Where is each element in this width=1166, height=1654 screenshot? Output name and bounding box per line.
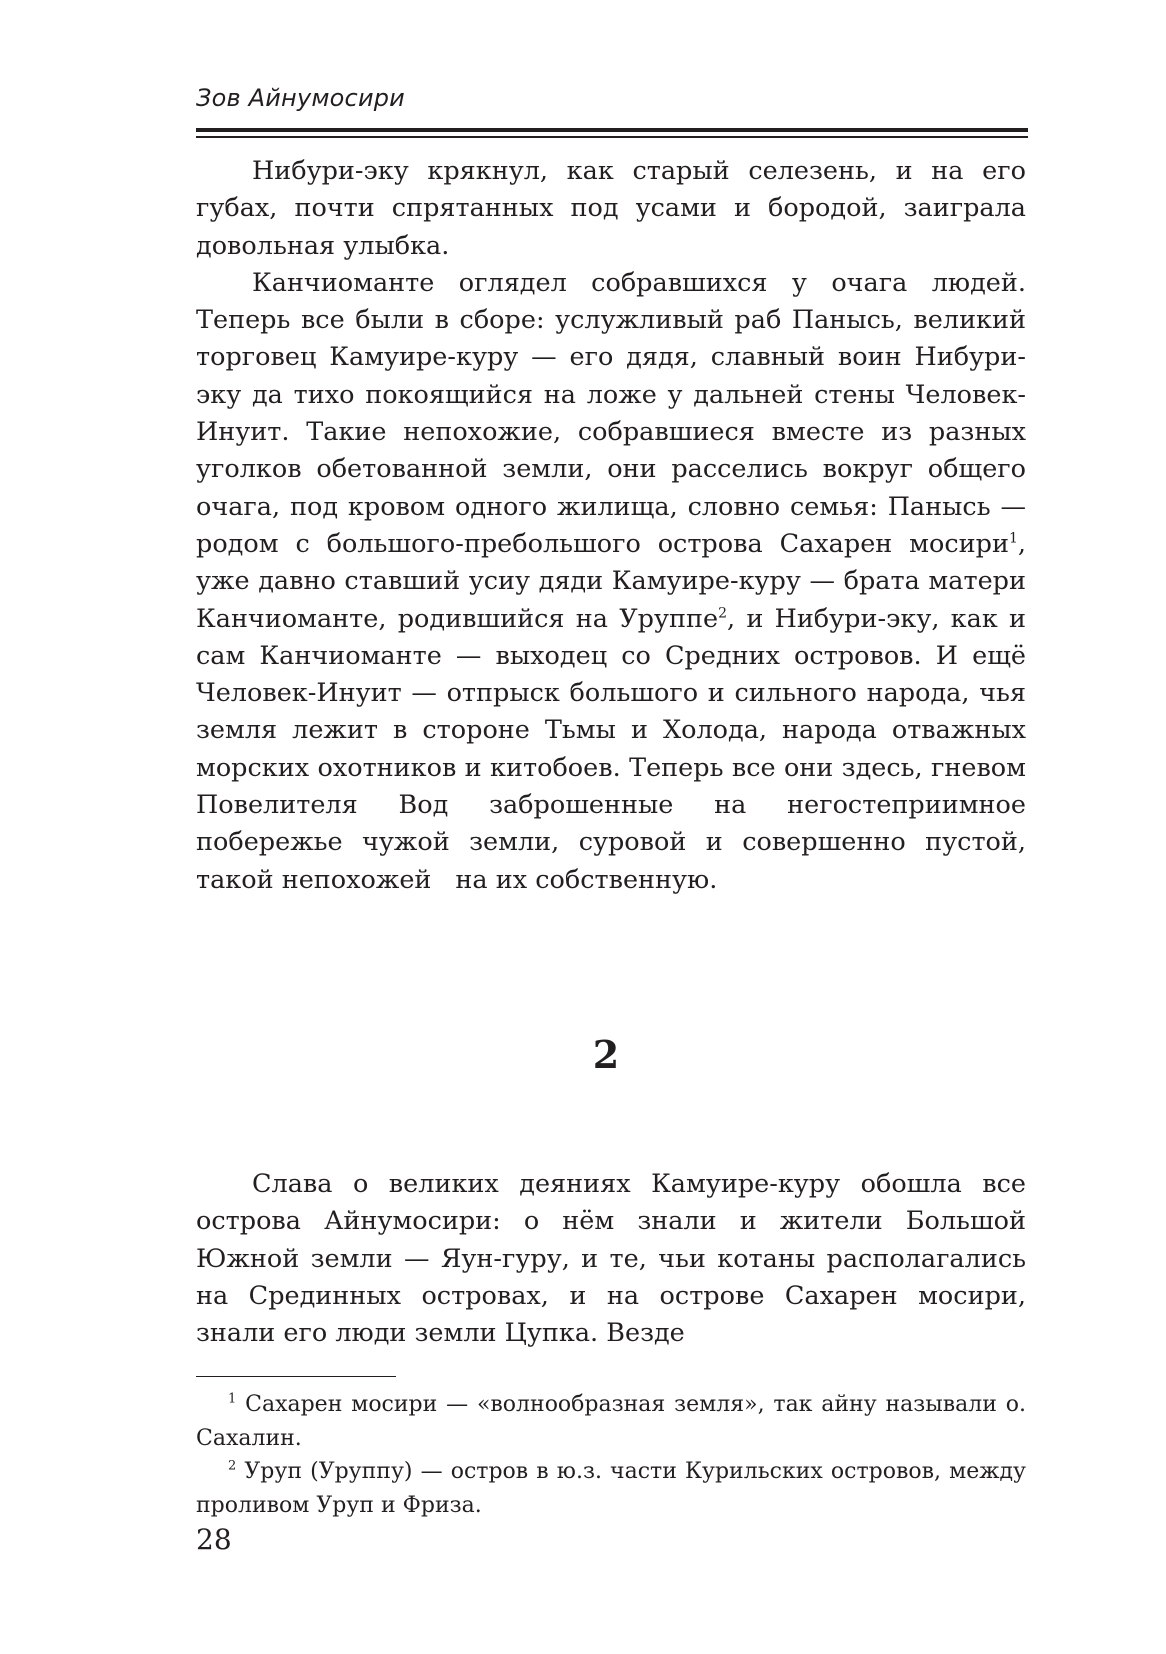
footnote [196, 1388, 1026, 1455]
paragraph-text: Канчиоманте оглядел собравшихся у очага людей. Теперь все были в сборе: услужливый раб Панысь, великий торговец Камуире-куру — его дядя, славный воин Нибури-эку да тихо покоящийся на ложе у дальней стены Человек-Инуит. Такие непохожие, собравшиеся вместе из разных уголков обетованной земли, они расселись вокруг общего очага, под кровом одного жилища, словно семья: Панысь — родом с большого-пребольшого острова Сахарен мосири [196, 267, 1026, 559]
footnote-ref: 2 [718, 605, 727, 622]
footnote-ref: 1 [1008, 530, 1018, 547]
header-rule-thin [196, 136, 1028, 138]
paragraph-text: на их собственную. [455, 864, 718, 895]
footnote-mark: 2 [228, 1458, 237, 1474]
header-rule-thick [196, 128, 1028, 132]
footnote-text: Уруп (Уруппу) — остров в ю.з. части Курильских островов, между проливом Уруп и Фриза. [196, 1459, 1026, 1518]
footnote [196, 1455, 1026, 1522]
footnote-text: Сахарен мосири — «волнообразная земля», так айну называли о. Сахалин. [196, 1392, 1026, 1451]
text-block-top [196, 153, 1026, 899]
paragraph: Нибури-эку крякнул, как старый селезень, и на его губах, почти спрятанных под усами и бородой, заиграла довольная улыбка. [196, 156, 1026, 261]
paragraph: Слава о великих деяниях Камуире-куру обошла все острова Айнумосири: о нём знали и жители Большой Южной земли — Яун-гуру, и те, чьи котаны располагались на Срединных островах, и на острове Сахарен мосири, знали его люди земли Цупка. Везде [196, 1169, 1026, 1349]
footnotes [196, 1388, 1026, 1522]
running-head: Зов Айнумосири [196, 84, 405, 112]
chapter-number: 2 [592, 1032, 620, 1077]
page-number: 28 [196, 1523, 232, 1556]
text-block-bottom [196, 1166, 1026, 1352]
paragraph-text: , и Нибури-эку, как и сам Канчиоманте — выходец со Средних островов. И ещё Человек-Инуит — отпрыск большого и сильного народа, чья земля лежит в стороне Тьмы и Холода, народа отважных морских охотников и китобоев. Теперь все они здесь, гневом Повелителя Вод заброшенные на негостеприимное побережье чужой земли, суровой и совершенно пустой, такой непохожей [196, 603, 1026, 895]
paragraph-text: , уже давно ставший усиу дяди Камуире-куру — брата матери Канчиоманте, родившийся на Уруппе [196, 528, 1026, 634]
paragraph [196, 265, 1026, 899]
footnote-mark: 1 [228, 1391, 237, 1407]
footnote-separator [196, 1376, 396, 1377]
